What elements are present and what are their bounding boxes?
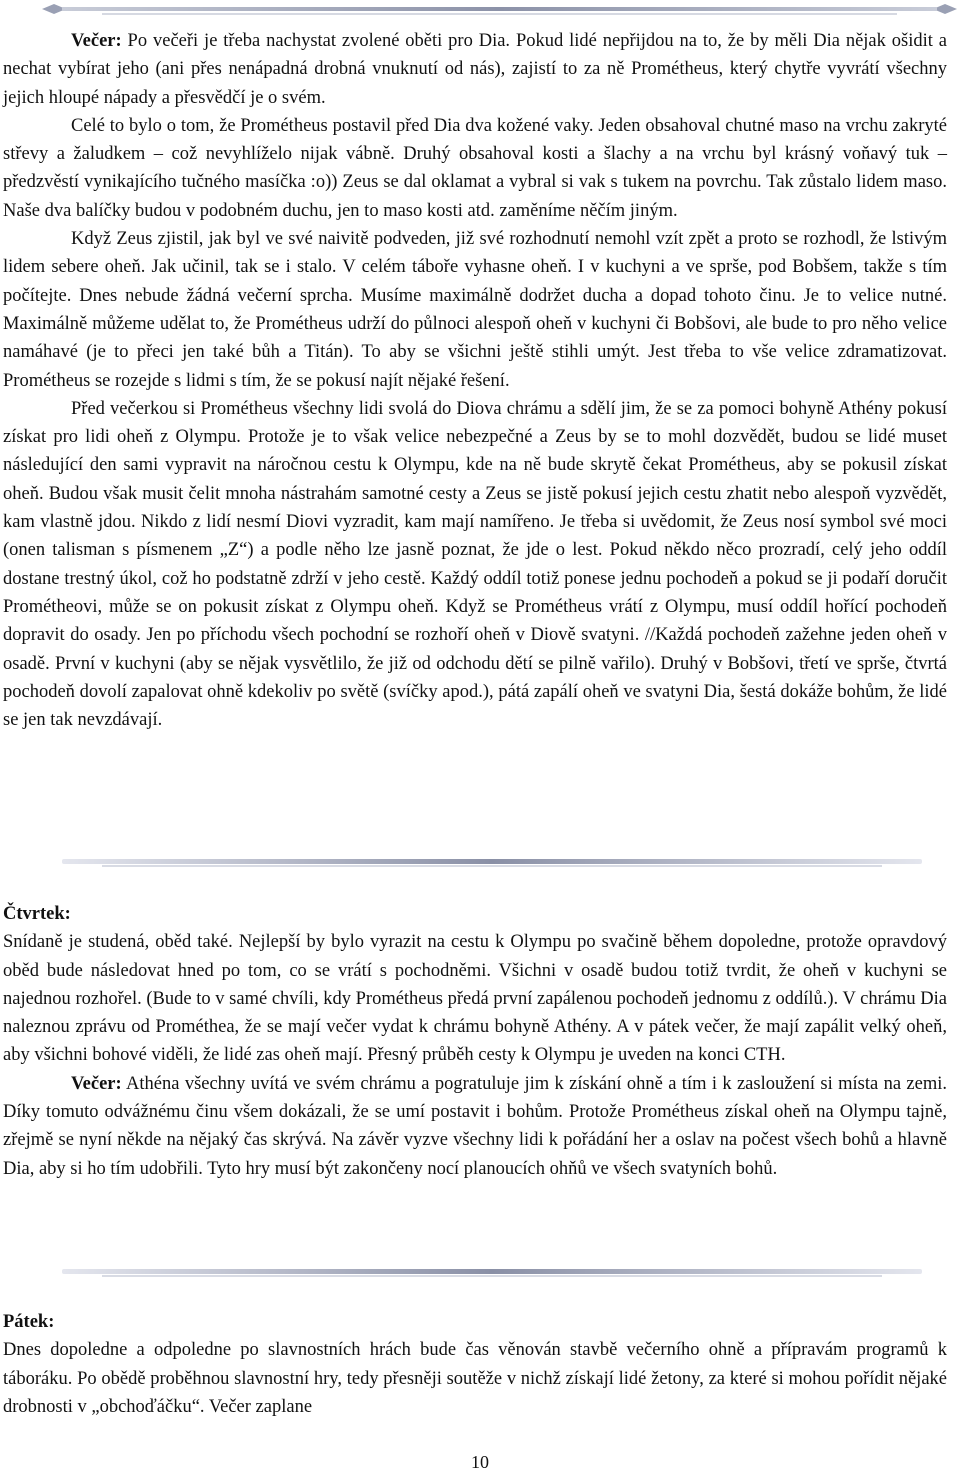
decorative-divider xyxy=(62,855,922,869)
paragraph xyxy=(3,225,947,395)
paragraph-text: Před večerkou si Prométheus všechny lidi svolá do Diova chrámu a sdělí jim, že se za pomoci bohyně Athény pokusí získat pro lidi oheň z Olympu. Protože je to však velice nebezpečné a Zeus by se to mohl dozvědět, budou se lidé muset následující den sami vypravit na náročnou cestu k Olympu, kde na ně bude skrytě čekat Prométheus, aby se pokusil získat oheň. Budou však musit čelit mnoha nástrahám samotné cesty a Zeus se jistě pokusí jejich cestu zhatit nebo alespoň vyzvědět, kam vlastně jdou. Nikdo z lidí nesmí Diovi vyzradit, kam mají namířeno. Je třeba si uvědomit, že Zeus nosí symbol své moci (onen talisman s písmenem „Z“) a podle něho lze jasně poznat, že jde o lest. Pokud někdo něco prozradí, celý jeho oddíl dostane trestný úkol, což ho podstatně zdrží v jeho cestě. Každý oddíl totiž ponese jednu pochodeň a pokud se ji podaří doručit Prométheovi, může se on pokusit získat z Olympu oheň. Když se Prométheus vrátí z Olympu, musí oddíl hořící pochodeň dopravit do osady. Jen po příchodu všech pochodní se rozhoří oheň v Diově svatyni. //Každá pochodeň zažehne jeden oheň v osadě. První v kuchyni (aby se nějak vysvětlilo, že již od odchodu dětí se pilně vařilo). Druhý v Bobšovi, třetí ve sprše, čtvrtá pochodeň dovolí zapalovat ohně kdekoliv po světě (svíčky apod.), pátá zapálí oheň ve svatyni Dia, šestá dokáže bohům, že lidé se jen tak nevzdávají. xyxy=(3,398,947,731)
paragraph xyxy=(3,1070,947,1183)
section-heading: Pátek: xyxy=(3,1312,55,1332)
section-evening-wednesday xyxy=(3,27,947,734)
page-number: 10 xyxy=(471,1452,489,1472)
paragraph-lead: Večer: xyxy=(71,31,122,51)
paragraph xyxy=(3,27,947,112)
paragraph-text: Snídaně je studená, oběd také. Nejlepší by bylo vyrazit na cestu k Olympu po svačině během dopoledne, protože opravdový oběd bude následovat hned po tom, co se vrátí s pochodněmi. Všichni v osadě budou totiž tvrdit, že oheň v kuchyni se najednou rozhořel. (Bude to v samé chvíli, kdy Prométheus předá první zapálenou pochodeň jednomu z oddílů.). V chrámu Dia naleznou zprávu od Prométhea, že se mají večer vydat k chrámu bohyně Athény. A v pátek večer, že mají zapálit velký oheň, aby všichni bohové viděli, že lidé zas oheň mají. Přesný průběh cesty k Olympu je uveden na konci CTH. xyxy=(3,932,947,1066)
paragraph-text: Když Zeus zjistil, jak byl ve své naivitě podveden, již své rozhodnutí nemohl vzít zpět a proto se rozhodl, že lstivým lidem sebere oheň. Jak učinil, tak se i stalo. V celém táboře vyhasne oheň. I v kuchyni a ve sprše, pod Bobšem, takže s tím počítejte. Dnes nebude žádná večerní sprcha. Musíme maximálně dodržet ducha a dopad tohoto činu. Je to velice nutné. Maximálně můžeme udělat to, že Prométheus udrží do půlnoci alespoň oheň v kuchyni či Bobšovi, ale bude to pro něho velice namáhavé (je to přeci jen také bůh a Titán). To aby se všichni ještě stihli umýt. Jest třeba to vše velice zdramatizovat. Prométheus se rozejde s lidmi s tím, že se pokusí najít nějaké řešení. xyxy=(3,229,947,391)
paragraph-lead: Večer: xyxy=(71,1073,122,1094)
decorative-divider xyxy=(62,1265,922,1279)
paragraph-text: Dnes dopoledne a odpoledne po slavnostních hrách bude čas věnován stavbě večerního ohně a přípravám programů k táboráku. Po obědě proběhnou slavnostní hry, tedy přesněji soutěže v nichž získají lidé žetony, za které si mohou pořídit nějaké drobnosti v „obchoďáčku“. Večer zaplane xyxy=(3,1340,947,1417)
paragraph xyxy=(3,928,947,1069)
paragraph-text: Athéna všechny uvítá ve svém chrámu a pogratuluje jim k získání ohně a tím i k zasloužení si místa na zemi. Díky tomuto odvážnému činu všem dokázali, že se umí postavit i bohům. Protože Prométheus získal oheň na Olympu tajně, zřejmě se nyní někde na nějaký čas skrývá. Na závěr vyzve všechny lidi k pořádání her a oslav na počest všech bohů a hlavně Dia, aby si ho tím udobřili. Tyto hry musí být zakončeny nocí planoucích ohňů ve všech svatyních bohů. xyxy=(3,1073,947,1179)
section-thursday xyxy=(3,900,947,1183)
paragraph-text: Celé to bylo o tom, že Prométheus postavil před Dia dva kožené vaky. Jeden obsahoval chutné maso na vrchu zakryté střevy a žaludkem – což nevyhlíželo nijak vábně. Druhý obsahoval kosti a šlachy a na vrchu byl krásný voňavý tuk – předzvěstí vynikajícího tučného masíčka :o)) Zeus se dal oklamat a vybral si vak s tukem na povrchu. Tak zůstalo lidem maso. Naše dva balíčky budou v podobném duchu, jen to maso kosti atd. zaměníme něčím jiným. xyxy=(3,115,947,221)
paragraph xyxy=(3,1336,947,1421)
decorative-divider-top xyxy=(42,4,957,18)
paragraph-text: Po večeři je třeba nachystat zvolené oběti pro Dia. Pokud lidé nepřijdou na to, že by měli Dia nějak ošidit a nechat vybírat jeho (ani přes nenápadná drobná vnuknutí od nás), zajistí to za ně Prométheus, který chytře vyvrátí všechny jejich hloupé nápady a přesvědčí je o svém. xyxy=(3,31,947,108)
section-friday xyxy=(3,1308,947,1421)
paragraph xyxy=(3,112,947,225)
section-heading: Čtvrtek: xyxy=(3,904,71,924)
paragraph xyxy=(3,395,947,735)
